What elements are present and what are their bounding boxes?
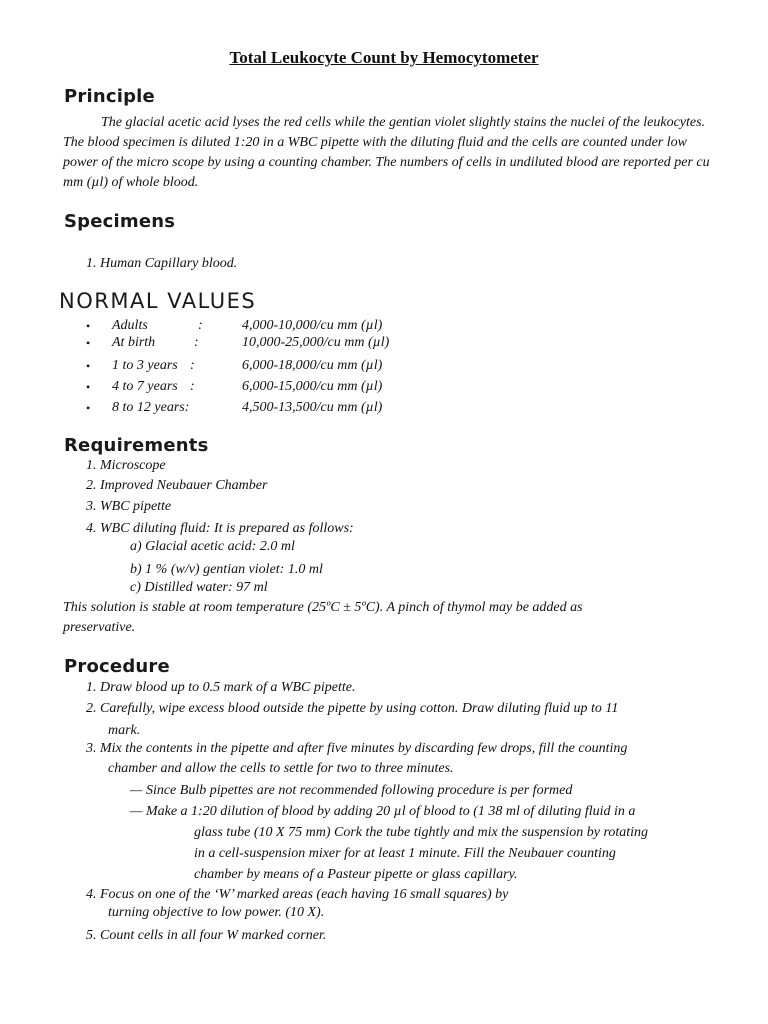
procedure-step-cont: chamber and allow the cells to settle for two to three minutes.: [108, 761, 454, 776]
bullet-icon: •: [86, 359, 91, 373]
procedure-step: 3. Mix the contents in the pipette and after five minutes by discarding few drops, fill the counting: [86, 741, 628, 756]
normal-value-row: [86, 333, 390, 354]
row-label: Adults: [112, 318, 148, 333]
row-label: At birth: [112, 335, 156, 350]
row-label: 4 to 7 years: [112, 379, 178, 394]
procedure-substep: — Since Bulb pipettes are not recommended following procedure is per formed: [130, 783, 573, 798]
procedure-substep: — Make a 1:20 dilution of blood by adding 20 µl of blood to (1 38 ml of diluting fluid in a: [130, 804, 636, 819]
row-label: 1 to 3 years: [112, 358, 178, 373]
procedure-step: 5. Count cells in all four W marked corner.: [86, 928, 327, 943]
requirement-subitem: b) 1 % (w/v) gentian violet: 1.0 ml: [130, 562, 323, 577]
row-sep: :: [194, 335, 199, 350]
row-sep: :: [198, 318, 203, 333]
row-sep: :: [190, 379, 195, 394]
principle-text: The glacial acetic acid lyses the red cells while the gentian violet slightly stains the nuclei of the leukocytes. The blood specimen is diluted 1:20 in a WBC pipette with the diluting fluid and the cells are counted under low power of the micro scope by using a counting chamber. The numbers of cells in undiluted blood are reported per cu mm (µl) of whole blood.: [63, 115, 710, 190]
normal-value-row: [86, 356, 383, 377]
procedure-substep-cont: in a cell-suspension mixer for at least 1 minute. Fill the Neubauer counting: [194, 846, 616, 861]
row-value: 4,000-10,000/cu mm (µl): [242, 318, 383, 333]
requirement-subitem: a) Glacial acetic acid: 2.0 ml: [130, 539, 295, 554]
procedure-step-cont: turning objective to low power. (10 X).: [108, 905, 325, 920]
bullet-icon: •: [86, 380, 91, 394]
procedure-heading: Procedure: [64, 656, 170, 677]
procedure-step: 4. Focus on one of the ‘W’ marked areas (each having 16 small squares) by: [86, 887, 509, 902]
document-title: Total Leukocyte Count by Hemocytometer: [229, 48, 539, 67]
requirements-note: This solution is stable at room temperature (25ºC ± 5ºC). A pinch of thymol may be added as: [63, 600, 583, 615]
bullet-icon: •: [86, 319, 91, 333]
bullet-icon: •: [86, 401, 91, 415]
normal-values-heading: NORMAL VALUES: [59, 289, 257, 313]
procedure-step: 1. Draw blood up to 0.5 mark of a WBC pipette.: [86, 680, 356, 695]
row-value: 4,500-13,500/cu mm (µl): [242, 400, 383, 415]
requirement-item: 1. Microscope: [86, 458, 166, 473]
row-sep: :: [190, 358, 195, 373]
requirements-heading: Requirements: [64, 435, 209, 456]
row-value: 10,000-25,000/cu mm (µl): [242, 335, 390, 350]
procedure-step-cont: mark.: [108, 723, 141, 738]
row-value: 6,000-15,000/cu mm (µl): [242, 379, 383, 394]
requirement-item: 3. WBC pipette: [86, 499, 172, 514]
requirements-note: preservative.: [63, 620, 136, 635]
row-label: 8 to 12 years:: [112, 400, 190, 415]
bullet-icon: •: [86, 336, 91, 350]
requirement-item: 2. Improved Neubauer Chamber: [86, 478, 268, 493]
normal-value-row: [86, 377, 383, 398]
requirement-subitem: c) Distilled water: 97 ml: [130, 580, 268, 595]
principle-heading: Principle: [64, 86, 155, 107]
procedure-substep-cont: chamber by means of a Pasteur pipette or glass capillary.: [194, 867, 518, 882]
procedure-step: 2. Carefully, wipe excess blood outside the pipette by using cotton. Draw diluting fluid up to 11: [86, 701, 619, 716]
specimens-heading: Specimens: [64, 211, 176, 232]
procedure-substep-cont: glass tube (10 X 75 mm) Cork the tube tightly and mix the suspension by rotating: [194, 825, 649, 840]
requirement-item: 4. WBC diluting fluid: It is prepared as follows:: [86, 521, 354, 536]
specimen-item: 1. Human Capillary blood.: [86, 256, 238, 271]
row-value: 6,000-18,000/cu mm (µl): [242, 358, 383, 373]
normal-value-row: [86, 398, 383, 419]
